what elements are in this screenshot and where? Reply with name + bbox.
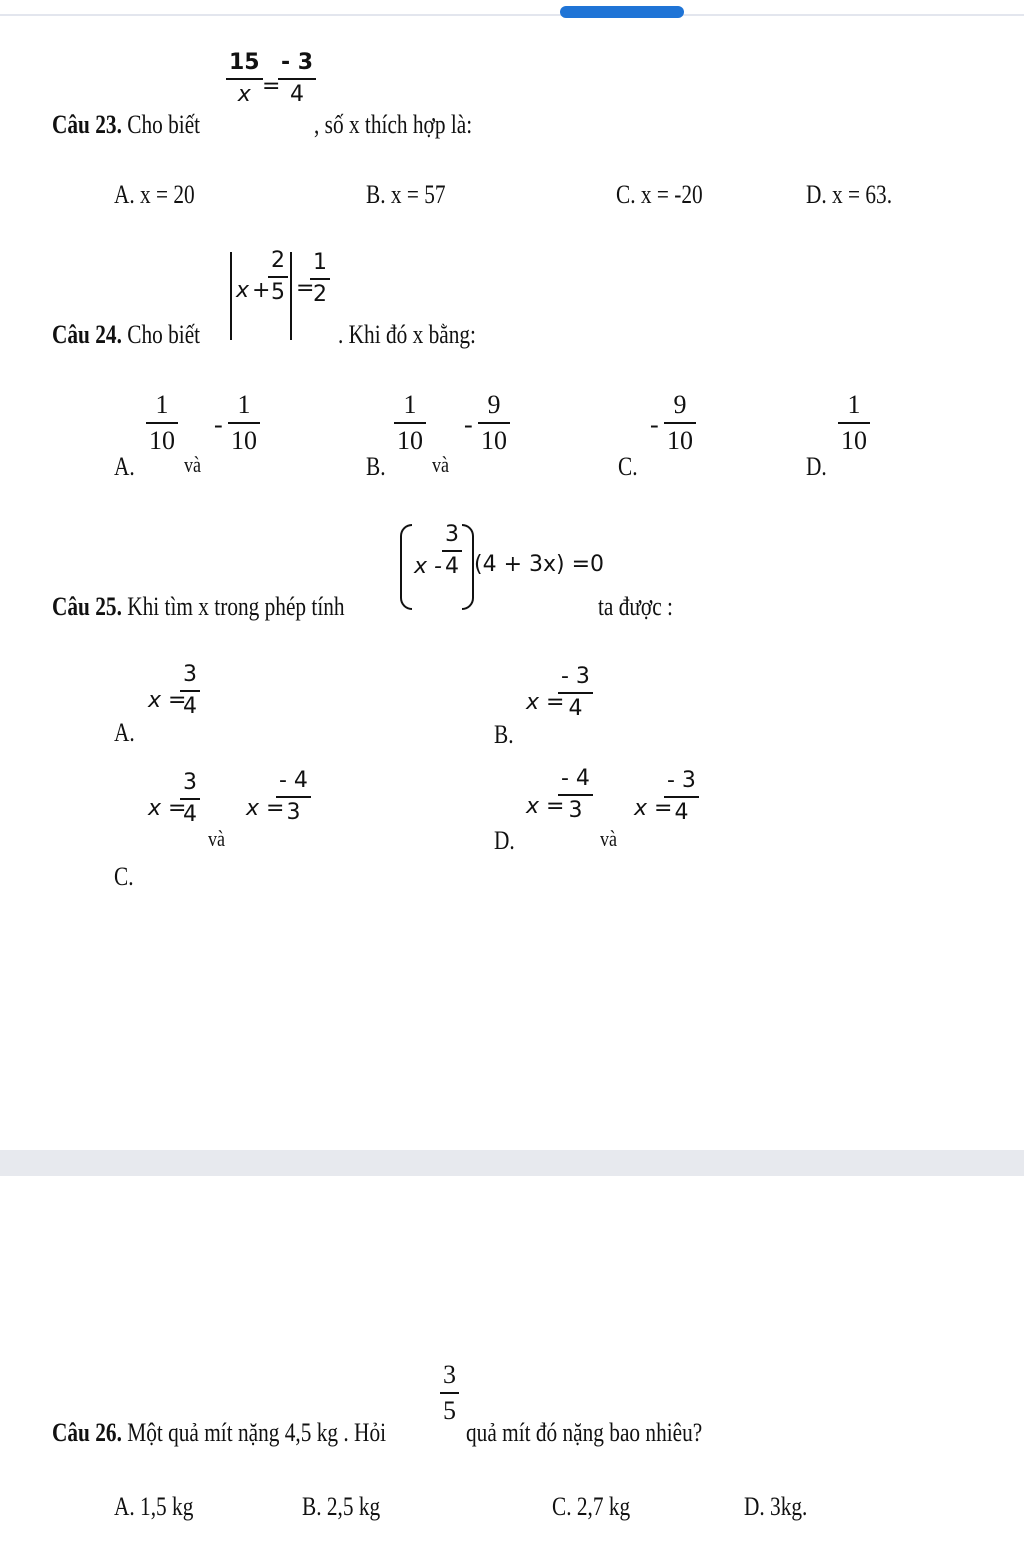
q26-den: 5 <box>443 1396 456 1425</box>
q24-option-c[interactable]: C. <box>618 452 638 481</box>
q25-inner-num: 3 <box>445 522 459 547</box>
q24-inner-num: 2 <box>271 248 285 273</box>
q23-option-d[interactable]: D. x = 63. <box>806 180 893 209</box>
q24-x: x <box>236 278 250 303</box>
q25-d2-num: - 3 <box>667 768 696 793</box>
q25-lead <box>52 592 345 622</box>
q25-d1-x: x = <box>526 794 565 819</box>
q25-b-fraction <box>558 666 593 720</box>
q25-inner-den: 4 <box>445 554 459 579</box>
q23-lead <box>52 110 200 140</box>
q24-abs-bar-right <box>290 252 292 340</box>
q26-suffix: quả mít đó nặng bao nhiêu? <box>466 1418 703 1447</box>
q24-rhs-den: 2 <box>313 282 327 307</box>
q24-option-d[interactable]: D. <box>806 452 827 481</box>
page-gap <box>0 1150 1024 1176</box>
q24-b2-sign: - <box>464 410 473 439</box>
q25-second-factor: (4 + 3x) =0 <box>474 552 605 577</box>
q24-abs-bar-left <box>230 252 232 340</box>
q25-c1-x: x = <box>148 796 187 821</box>
q25-paren-left <box>400 524 412 610</box>
q23-option-a[interactable]: A. x = 20 <box>114 180 195 209</box>
q23-lhs-den: x <box>237 82 251 107</box>
q24-a-fraction-1 <box>146 392 178 454</box>
q25-paren-right <box>462 524 474 610</box>
q24-b-fraction-1 <box>394 392 426 454</box>
q26-option-a[interactable]: A. 1,5 kg <box>114 1492 194 1521</box>
q24-a-and: và <box>184 452 202 477</box>
q24-b2-num: 9 <box>487 390 501 419</box>
q26-lead <box>52 1418 386 1448</box>
q25-d-fraction-1 <box>558 768 593 822</box>
q25-d2-den: 4 <box>674 800 689 825</box>
q25-inner <box>414 554 442 579</box>
q25-c1-num: 3 <box>183 770 197 795</box>
q24-c-sign: - <box>650 410 659 439</box>
q24-c-num: 9 <box>673 390 687 419</box>
q24-d-den: 10 <box>841 426 867 455</box>
q25-suffix: ta được : <box>598 592 673 621</box>
q25-option-b[interactable]: B. <box>494 720 514 749</box>
q24-a2-sign: - <box>214 410 223 439</box>
q25-lead-text: Khi tìm x trong phép tính <box>127 592 345 621</box>
q23-number: Câu 23. <box>52 110 122 139</box>
q23-option-b[interactable]: B. x = 57 <box>366 180 446 209</box>
q25-inner-text: x - <box>414 554 442 579</box>
q25-d-fraction-2 <box>664 770 699 824</box>
q25-inner-fraction <box>442 524 462 578</box>
q25-a-den: 4 <box>183 694 197 719</box>
q25-d-and: và <box>600 826 618 851</box>
q24-inner-den: 5 <box>271 280 285 305</box>
q24-b-fraction-2 <box>478 392 510 454</box>
q25-a-num: 3 <box>183 662 197 687</box>
q25-option-c[interactable]: C. <box>114 862 134 891</box>
q25-c2-den: 3 <box>286 800 301 825</box>
q24-a1-num: 1 <box>155 390 169 419</box>
q23-lead-text: Cho biết <box>127 110 201 139</box>
q23-option-c[interactable]: C. x = -20 <box>616 180 703 209</box>
q24-lead <box>52 320 200 350</box>
q24-a2-num: 1 <box>237 390 251 419</box>
q24-b-and: và <box>432 452 450 477</box>
q26-option-c[interactable]: C. 2,7 kg <box>552 1492 631 1521</box>
q25-c-fraction-1 <box>180 772 200 826</box>
q24-lead-text: Cho biết <box>127 320 201 349</box>
q25-c1-den: 4 <box>183 802 197 827</box>
q25-number: Câu 25. <box>52 592 122 621</box>
q26-lead-text: Một quả mít nặng 4,5 kg . Hỏi <box>127 1418 387 1447</box>
q24-a2-den: 10 <box>231 426 257 455</box>
q25-c-fraction-2 <box>276 770 311 824</box>
q24-rhs-fraction <box>310 252 330 306</box>
q24-suffix: . Khi đó x bằng: <box>338 320 476 349</box>
q25-d1-den: 3 <box>568 798 583 823</box>
q24-rhs-num: 1 <box>313 250 327 275</box>
q25-c-and: và <box>208 826 226 851</box>
q24-a1-den: 10 <box>149 426 175 455</box>
q26-num: 3 <box>443 1360 456 1389</box>
q24-equals: = <box>296 276 315 301</box>
q23-suffix: , số x thích hợp là: <box>314 110 473 139</box>
q24-b1-den: 10 <box>397 426 423 455</box>
q23-rhs-den: 4 <box>290 82 305 107</box>
q26-option-b[interactable]: B. 2,5 kg <box>302 1492 381 1521</box>
q26-fraction <box>440 1362 459 1424</box>
q24-d-num: 1 <box>847 390 861 419</box>
q25-option-d[interactable]: D. <box>494 826 515 855</box>
q25-c2-num: - 4 <box>279 768 308 793</box>
q25-b-num: - 3 <box>561 664 590 689</box>
q25-option-a[interactable]: A. <box>114 718 135 747</box>
q24-plus: + <box>252 278 271 303</box>
q24-c-den: 10 <box>667 426 693 455</box>
q24-a-fraction-2 <box>228 392 260 454</box>
q25-a-x: x = <box>148 688 187 713</box>
q24-option-a[interactable]: A. <box>114 452 135 481</box>
q26-number: Câu 26. <box>52 1418 122 1447</box>
q25-b-x: x = <box>526 690 565 715</box>
q24-b2-den: 10 <box>481 426 507 455</box>
top-divider <box>0 14 1024 16</box>
q25-b-den: 4 <box>568 696 583 721</box>
q23-rhs-num: - 3 <box>281 50 314 75</box>
q24-inner-fraction <box>268 250 288 304</box>
q23-lhs-fraction <box>226 52 263 106</box>
scroll-handle[interactable] <box>560 6 684 18</box>
q24-d-fraction <box>838 392 870 454</box>
q25-d2-x: x = <box>634 796 673 821</box>
q24-number: Câu 24. <box>52 320 122 349</box>
q26-option-d[interactable]: D. 3kg. <box>744 1492 808 1521</box>
q23-lhs-num: 15 <box>229 50 260 75</box>
q25-a-fraction <box>180 664 200 718</box>
q24-c-fraction <box>664 392 696 454</box>
q24-option-b[interactable]: B. <box>366 452 386 481</box>
q25-d1-num: - 4 <box>561 766 590 791</box>
q25-c2-x: x = <box>246 796 285 821</box>
q23-rhs-fraction <box>278 52 316 106</box>
q24-b1-num: 1 <box>403 390 417 419</box>
q23-equals: = <box>262 74 281 99</box>
